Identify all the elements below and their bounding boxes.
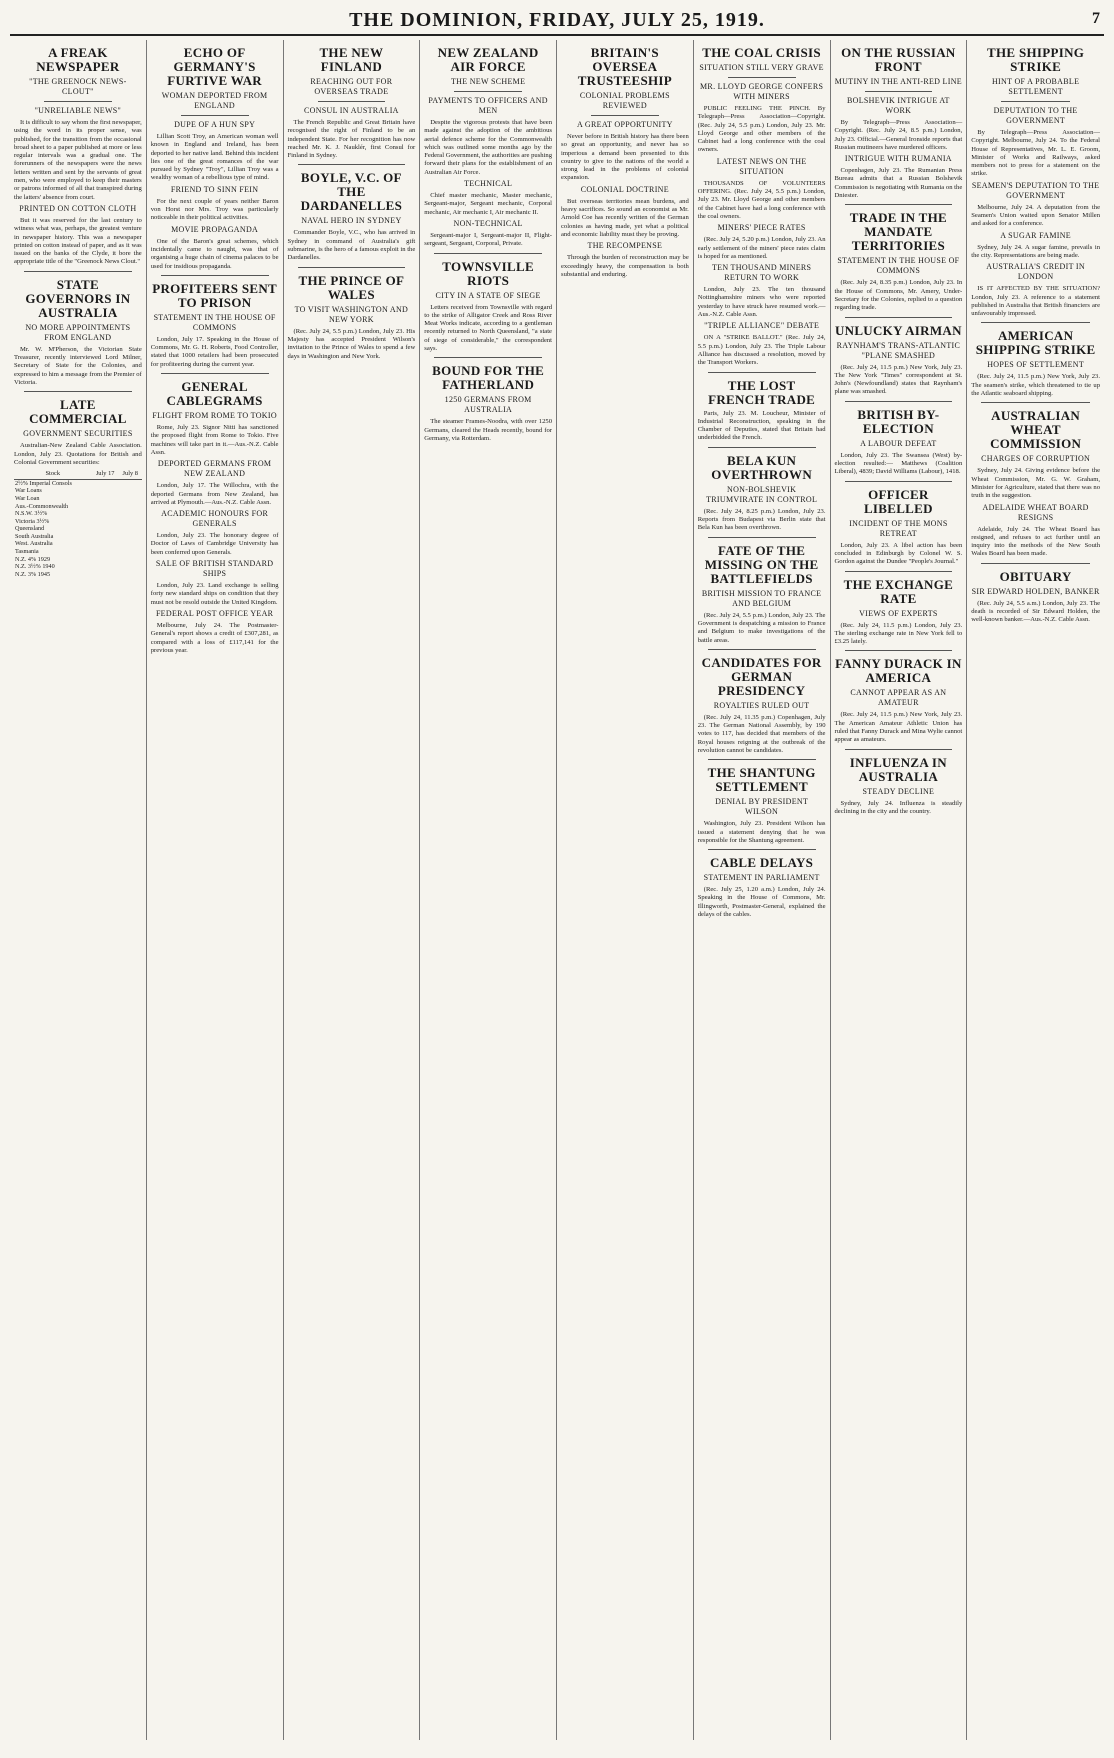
table-row [14,525,142,533]
article [14,204,142,267]
article [698,223,826,261]
article-subhead: HINT OF A PROBABLE SETTLEMENT [991,77,1080,96]
article [698,263,826,319]
table-header-cell: July 17 [92,469,119,479]
article-subhead: AUSTRALIA'S CREDIT IN LONDON [986,262,1085,282]
article [424,46,552,177]
section-rule [845,401,953,402]
table-cell: N.S.W. 3½% [15,510,48,518]
section-rule [161,275,269,276]
article-headline: BRITISH BY-ELECTION [857,406,940,436]
article-headline: CANDIDATES FOR GERMAN PRESIDENCY [701,654,822,698]
article-subhead: DEPORTED GERMANS FROM NEW ZEALAND [157,459,272,479]
article-body: Sydney, July 24. Giving evidence before the Wheat Commission, Mr. G. W. Graham, Minister for Agriculture, stated that there was no truth in the suggestion. [971,467,1100,500]
article-subhead: STATEMENT IN THE HOUSE OF COMMONS [837,256,960,276]
article-headline: NEW ZEALAND AIR FORCE [437,45,539,74]
article-subhead: INCIDENT OF THE MONS RETREAT [849,518,948,538]
article [424,253,552,354]
table-row [14,510,142,518]
article-subhead: NO MORE APPOINTMENTS FROM ENGLAND [25,322,131,342]
article-subhead: TECHNICAL [464,179,513,189]
article [698,849,826,919]
article [561,185,689,239]
article-headline: ON THE RUSSIAN FRONT [841,45,956,74]
section-rule [24,271,132,272]
article-subhead: "TRIPLE ALLIANCE" DEBATE [704,321,820,331]
article-body: (Rec. July 24, 5.5 p.m.) London, July 23. His Majesty has accepted President Wilson's invitation to the Prince of Wales to spend a few days in Washington and New York. [287,327,416,360]
table-cell [119,571,142,579]
article-subhead: MUTINY IN THE ANTI-RED LINE [834,77,962,86]
article-body: Commander Boyle, V.C., who has arrived in Sydney in command of Australia's gift submarine, is the hero of a famous exploit in the Dardanelles. [287,229,416,262]
article-body: It is difficult to say whom the first newspaper, using the word in its proper sense, was published, for the transition from the occasional broad sheet to a paper published at more or less regular intervals was a gradual one. The forerunners of the newspapers were the news letters written and sent by the servants of great men, who were employed to keep their masters or patrons informed of all that transpired during the latters' absence from court. [14,119,142,201]
article-headline: BELA KUN OVERTHROWN [711,452,813,482]
article-body: Chief master mechanic, Master mechanic, Sergeant-major, Sergeant mechanic, Corporal mechanic, Air mechanic I, Air mechanic II. [424,192,552,216]
article-headline: ECHO OF GERMANY'S FURTIVE WAR [167,45,262,88]
article-subhead: THE NEW SCHEME [450,77,526,86]
section-rule [845,481,953,482]
article [151,185,279,223]
newspaper-page [10,6,1104,1744]
table-row [14,548,142,556]
table-cell [92,495,119,503]
article [971,46,1100,179]
article-subhead: THE RECOMPENSE [587,241,663,251]
table-header-row [14,469,142,479]
article [971,181,1100,229]
table-cell [119,510,142,518]
article-subhead-2: MR. LLOYD GEORGE CONFERS WITH MINERS [700,82,824,101]
article-body: London, July 17. Speaking in the House of Commons, Mr. G. H. Roberts, Food Controller, stated that 1000 retailers had been prosecuted for profiteering during the current year. [150,335,279,368]
article-headline: FATE OF THE MISSING ON THE BATTLEFIELDS [704,542,819,586]
securities-table [14,469,142,578]
article-body: London, July 23. The ten thousand Nottinghamshire miners who were reported yesterday to have struck have resumed work.—Aus.-N.Z. Cable Assn. [697,286,826,319]
subhead-rule [591,115,659,116]
article [424,357,552,443]
section-rule [845,571,953,572]
article-body: One of the Baron's great schemes, which incidentally came to naught, was that of organising a huge chain of cinema palaces to be used for insidious propaganda. [150,237,279,270]
article-subhead: "THE GREENOCK NEWS-CLOUT" [29,77,127,96]
article [288,164,416,262]
table-cell [119,548,142,556]
article-body: (Rec. July 24, 8.35 p.m.) London, July 23. In the House of Commons, Mr. Amery, Under-Secretary for the Colonies, replied to a question regarding trade. [834,279,963,312]
article-subhead: NON-TECHNICAL [453,218,523,228]
article-subhead: INTRIGUE WITH RUMANIA [844,154,952,164]
article-subhead: NON-BOLSHEVIK TRIUMVIRATE IN CONTROL [706,484,818,504]
article-body: Washington, July 23. President Wilson has issued a statement denying that he was responsible for the Shantung agreement. [697,820,826,844]
article-headline: GENERAL CABLEGRAMS [166,379,263,409]
article-body: London, July 23. Land exchange is selling forty new standard ships on condition that they must not be resold outside the United Kingdom. [150,582,279,606]
article-body: Sergeant-major I, Sergeant-major II, Flight-sergeant, Sergeant, Corporal, Private. [424,231,552,248]
article-subhead-2: CONSUL IN AUSTRALIA [304,106,399,115]
article-body: Melbourne, July 24. The Postmaster-General's report shows a credit of £307,281, as compared with a loss of £117,141 for the previous year. [150,621,279,654]
article-subhead: TO VISIT WASHINGTON AND NEW YORK [294,304,409,324]
article-subhead-2: PAYMENTS TO OFFICERS AND MEN [428,96,548,115]
table-cell [92,556,119,564]
article [151,459,279,507]
article [14,391,142,467]
section-rule [708,537,816,538]
article-subhead: STATEMENT IN THE HOUSE OF COMMONS [153,312,276,332]
article-body: Despite the vigorous protests that have been made against the adoption of the ambitious aerial defence scheme for the Commonwealth which was outlined some months ago by the Federal Government, the authorities are pushing forward their plans for the establishment of an Australian Air Force. [424,119,552,176]
article [424,179,552,217]
article-headline: FANNY DURACK IN AMERICA [835,656,962,686]
table-header-cell: July 8 [119,469,142,479]
article [835,481,963,567]
column-3 [284,40,421,1740]
column-2 [147,40,284,1740]
article-headline: OFFICER LIBELLED [863,486,933,516]
article-body: Australian-New Zealand Cable Association. London, July 23. Quotations for British and Colonial Government securities: [14,442,142,466]
article [698,649,826,755]
article-body: London, July 23. The Swansea (West) by-election resulted:— Matthews (Coalition Liberal), 4839; David Williams (Labour), 1418. [834,451,963,476]
table-cell: War Loan [15,494,40,502]
section-rule [845,650,953,651]
table-row [14,495,142,503]
article-body: (Rec. July 24, 5.20 p.m.) London, July 23. An early settlement of the miners' piece rates claim is hoped for as mentioned. [697,236,826,260]
table-cell [92,533,119,541]
article [698,372,826,443]
article [561,241,689,279]
article-subhead: REACHING OUT FOR OVERSEAS TRADE [310,77,393,96]
section-rule [981,322,1090,323]
table-cell [92,525,119,533]
article-headline: THE LOST FRENCH TRADE [708,377,816,407]
section-rule [708,759,816,760]
article-headline: THE SHIPPING STRIKE [987,45,1085,74]
article-headline: UNLUCKY AIRMAN [834,322,962,338]
table-cell [119,503,142,511]
article-body: (Rec. July 24, 5.5 a.m.) London, July 23. The death is recorded of Sir Edward Holden, the well-known banker.—Aus.-N.Z. Cable Assn. [971,599,1100,624]
article-body: Sydney, July 24. Influenza is steadily declining in the city and the country. [834,799,963,815]
article-body: (Rec. July 24, 11.5 p.m.) New York, July 23. The American Amateur Athletic Union has ruled that Fanny Durack and Mina Wylie cannot appear as amateurs. [834,711,963,744]
table-row [14,571,142,579]
article-body: The French Republic and Great Britain have recognised the right of Finland to be an independent State. For her recognition has now reached Mr. K. J. Nauklér, first Consul for Finland in Sydney. [287,119,416,160]
article-body: (Rec. July 24, 11.35 p.m.) Copenhagen, July 23. The German National Assembly, by 190 votes to 117, has decided that members of the Royal houses reigning at the outbreak of the revolution cannot be candidates. [697,713,826,754]
article [14,271,142,387]
table-cell: Queensland [15,525,45,533]
table-cell [119,495,142,503]
table-row [14,503,142,511]
article-body: But it was reserved for the last century to witness what was, perhaps, the greatest venture in newspaper history. This was a newspaper printed on cotton instead of paper, and as it was issued on the banks of the Clyde, it bore the appropriate title of the "Greenock News Clout." [14,216,142,266]
article [151,275,279,369]
subhead-rule [1001,101,1070,102]
article-body: Rome, July 23. Signor Nitti has sanctioned the proposed flight from Rome to Tokio. Five machines will take part in it.—Aus.-N.Z. Cable Assn. [150,424,279,456]
table-cell: Tasmania [15,548,39,556]
article-headline: THE EXCHANGE RATE [843,576,954,606]
section-rule [708,372,816,373]
article-subhead-2: A GREAT OPPORTUNITY [577,120,673,129]
table-cell [92,487,119,495]
article-subhead-2: DEPUTATION TO THE GOVERNMENT [993,106,1078,125]
article-subhead: VIEWS OF EXPERTS [859,608,938,618]
table-cell: N.Z. 3% 1945 [15,570,51,578]
table-row [14,556,142,564]
article [288,46,416,160]
section-rule [708,849,816,850]
article [288,267,416,361]
article-subhead: SIR EDWARD HOLDEN, BANKER [971,586,1100,596]
table-cell: West. Australia [15,540,53,548]
article-subhead: FRIEND TO SINN FEIN [170,184,259,194]
section-rule [298,267,406,268]
article-subhead: MOVIE PROPAGANDA [171,224,259,234]
article-headline: INFLUENZA IN AUSTRALIA [849,754,947,784]
page-number: 7 [1092,10,1100,27]
article [835,317,963,397]
article [835,46,963,152]
table-row [14,533,142,541]
article [14,46,142,202]
article-subhead: A SUGAR FAMINE [1000,230,1071,240]
article-headline: BOUND FOR THE FATHERLAND [432,363,545,393]
section-rule [981,563,1090,564]
article-subhead: CANNOT APPEAR AS AN AMATEUR [850,688,947,708]
article-subhead: SITUATION STILL VERY GRAVE [699,63,824,72]
article [151,373,279,457]
article-subhead: 1250 GERMANS FROM AUSTRALIA [444,395,532,415]
article-body: For the next couple of years neither Baron von Horst nor Mrs. Troy was particularly noticeable in their political activities. [150,197,279,222]
table-cell: 2½% Imperial Consols [15,479,72,487]
article-subhead: CHARGES OF CORRUPTION [981,454,1091,464]
section-rule [161,373,269,374]
article-subhead: MINERS' PIECE RATES [717,223,806,233]
section-rule [708,649,816,650]
article-body: But overseas territories mean burdens, and heavy sacrifices. So sound an economist as Mr. Arnold Coe has recently written of the German colonies as having made, yet what a political and economic liability must they be proving. [561,197,689,238]
article-headline: STATE GOVERNORS IN AUSTRALIA [25,276,131,320]
article-headline: AMERICAN SHIPPING STRIKE [975,328,1096,358]
subhead-rule [318,101,386,102]
table-cell [92,510,119,518]
table-cell: Aus.-Commonwealth [15,502,69,510]
article-body: PUBLIC FEELING THE PINCH. By Telegraph—Press Association—Copyright. (Rec. July 24, 5.5 p.m.) London, July 23. Mr. Lloyd George and other members of the Cabinet had a long conference with the coal owners. [697,105,826,154]
article [698,447,826,533]
article-body: Adelaide, July 24. The Wheat Board has resigned, and refuses to act further until an inquiry into the methods of the New South Wales Board has been made. [971,525,1100,558]
column-8 [967,40,1104,1740]
article-body: (Rec. July 24, 11.5 p.m.) New York, July 23. The New York "Times" correspondent at St. John's (Newfoundland) states that Raynham's plane was smashed. [834,363,963,396]
table-cell [119,533,142,541]
article-subhead: FLIGHT FROM ROME TO TOKIO [152,411,277,421]
article-body: Sydney, July 24. A sugar famine, prevails in the city. Representations are being made. [971,243,1100,259]
column-1 [10,40,147,1740]
article-headline: THE SHANTUNG SETTLEMENT [707,765,816,795]
table-cell: South Australia [15,532,54,540]
section-rule [845,317,953,318]
section-rule [24,391,132,392]
article [698,321,826,367]
table-header-cell: Stock [14,469,92,479]
article [151,509,279,557]
article-subhead: COLONIAL DOCTRINE [580,184,669,194]
article-subhead: STEADY DECLINE [862,786,935,796]
section-rule [434,357,542,358]
article [561,46,689,183]
article [424,219,552,249]
article-headline: THE COAL CRISIS [702,45,821,60]
article-body: Lillian Scott Troy, an American woman well known in England and Ireland, has been deported to her native land. Behind this incident lies one of the great romances of the war pursued by Sydney "Troy", Lillian Troy was a wealthy woman of a rebellious type of mind. [150,133,279,182]
article [971,503,1100,559]
article-body: (Rec. July 24, 11.5 p.m.) London, July 23. The sterling exchange rate in New York fell to £3.25 lately. [834,621,963,646]
article-headline: TOWNSVILLE RIOTS [442,258,534,288]
table-cell [119,563,142,571]
article-body: (Rec. July 24, 8.25 p.m.) London, July 23. Reports from Budapest via Berlin state that Bela Kun has been overthrown. [697,507,826,532]
table-cell: Victoria 3½% [15,517,50,525]
masthead [10,6,1104,36]
table-cell [92,518,119,526]
article-body: (Rec. July 25, 1.20 a.m.) London, July 24. Speaking in the House of Commons, Mr. Illingworth, Postmaster-General, explained the delays of the cables. [697,886,826,919]
article-body: Mr. W. M'Pherson, the Victorian State Treasurer, recently interviewed Lord Milner, Secretary of State for the Colonies, and expressed to him a message from the Premier of Victoria. [14,345,142,386]
article [971,262,1100,318]
article [971,563,1100,625]
article-subhead: NAVAL HERO IN SYDNEY [301,216,402,226]
article [698,759,826,845]
table-row [14,540,142,548]
table-cell [119,487,142,495]
article-subhead: A LABOUR DEFEAT [860,438,937,448]
table-cell [92,548,119,556]
article-headline: BOYLE, V.C. OF THE DARDANELLES [300,170,403,214]
article [151,609,279,655]
article-subhead: TEN THOUSAND MINERS RETURN TO WORK [711,263,812,283]
article-body: London, July 17. The Willochra, with the deported Germans from New Zealand, has arrived at Plymouth.—Aus.-N.Z. Cable Assn. [150,482,279,506]
article-subhead: SEAMEN'S DEPUTATION TO THE GOVERNMENT [971,180,1100,200]
table-cell [119,525,142,533]
article [835,204,963,312]
article-body: Copenhagen, July 23. The Rumanian Press Bureau admits that a Russian Bolshevik Commission is negotiating with Rumania on the Dniester. [834,167,963,200]
article-body: By Telegraph—Press Association—Copyright. Melbourne, July 24. To the Federal House of Representatives, Mr. L. E. Groom, Minister of Works and Railways, asked members not to press for a statement on the strike. [971,129,1100,178]
article-headline: THE PRINCE OF WALES [298,272,405,302]
article-body: (Rec. July 24, 5.5 p.m.) London, July 23. The Government is despatching a mission to France and Belgium to make investigations of the battle areas. [697,611,826,644]
article-subhead: ACADEMIC HONOURS FOR GENERALS [161,509,269,529]
table-cell [119,518,142,526]
article-subhead: PRINTED ON COTTON CLOTH [19,203,137,213]
article-headline: TRADE IN THE MANDATE TERRITORIES [849,210,948,254]
article-subhead-2: BOLSHEVIK INTRIGUE AT WORK [847,96,950,115]
article-body: IS IT AFFECTED BY THE SITUATION? London, July 23. A reference to a statement published in Australia that British financiers are unfavourably impressed. [971,285,1100,318]
table-row [14,479,142,487]
article-subhead: BRITISH MISSION TO FRANCE AND BELGIUM [701,588,822,608]
article-subhead: DENIAL BY PRESIDENT WILSON [715,797,809,817]
article [698,537,826,645]
article-headline: AUSTRALIAN WHEAT COMMISSION [990,408,1082,452]
table-row [14,487,142,495]
column-7 [831,40,968,1740]
article-subhead-2: "UNRELIABLE NEWS" [34,106,122,115]
article [971,402,1100,500]
table-cell [92,540,119,548]
column-4 [420,40,557,1740]
article-body: London, July 23. The honorary degree of Doctor of Laws of Cambridge University has been conferred upon Generals. [150,532,279,556]
masthead-title: THE DOMINION, FRIDAY, JULY 25, 1919. [349,8,765,31]
article [971,231,1100,261]
article [835,154,963,200]
article [835,650,963,744]
table-cell: N.Z. 3½% 1940 [15,563,55,571]
article-body: Melbourne, July 24. A deputation from the Seamen's Union waited upon Senator Millen and asked for a conference. [971,203,1100,228]
subhead-rule [454,91,522,92]
article-subhead-2: DUPE OF A HUN SPY [174,120,256,129]
article-subhead: COLONIAL PROBLEMS REVIEWED [579,91,670,110]
table-cell [119,556,142,564]
article-body: The steamer Frames-Noodra, with over 1250 Germans, cleared the Heads recently, bound for Germany, via Rotterdam. [424,418,552,442]
section-rule [298,164,406,165]
section-rule [981,402,1090,403]
column-6 [694,40,831,1740]
article [151,46,279,183]
subhead-rule [181,115,249,116]
article-body: Through the burden of reconstruction may be exceedingly heavy, the compensation is both substantial and enduring. [561,254,689,278]
article-subhead: ROYALTIES RULED OUT [713,700,810,710]
article-body: Letters received from Townsville with regard to the strike of Alligator Creek and Ross River Meat Works indicate, according to a gentleman recently returned to North Queensland, "a state of siege of considerable," the correspondent says. [424,303,552,353]
article-subhead: ADELAIDE WHEAT BOARD RESIGNS [982,502,1089,522]
article [835,401,963,477]
article-headline: THE NEW FINLAND [319,45,384,74]
article [835,571,963,647]
article-body: THOUSANDS OF VOLUNTEERS OFFERING. (Rec. July 24, 5.5 p.m.) London, July 23. Mr. Lloyd George and other members of the Cabinet have had a long conference with the coal owners. [697,179,826,220]
table-cell [92,479,119,487]
subhead-rule [865,91,933,92]
article-headline: LATE COMMERCIAL [29,397,127,427]
article-body: London, July 23. A libel action has been concluded in Edinburgh by Colonel W. S. Gordon against the Dundee "People's Journal." [834,541,963,566]
table-cell [92,503,119,511]
section-rule [434,253,542,254]
article-headline: A FREAK NEWSPAPER [36,45,120,74]
column-5 [557,40,694,1740]
article [835,749,963,817]
subhead-rule [728,77,796,78]
table-cell [119,479,142,487]
article-body: (Rec. July 24, 11.5 p.m.) New York, July 23. The seamen's strike, which threatened to tie up the Atlantic seaboard shipping. [971,373,1100,398]
table-row [14,518,142,526]
article-body: By Telegraph—Press Association—Copyright. (Rec. July 24, 8.5 p.m.) London, July 23. Official.—General Ironside reports that Russian mutineers have murdered officers. [834,119,963,151]
article-subhead: HOPES OF SETTLEMENT [987,360,1085,370]
article-subhead: STATEMENT IN PARLIAMENT [703,873,820,883]
article-subhead: CITY IN A STATE OF SIEGE [435,290,541,300]
columns [10,40,1104,1740]
article-body: Paris, July 23. M. Loucheur, Minister of Industrial Reconstruction, speaking in the Chamber of Deputies, stated that Britain had underbidded the French. [697,409,826,442]
article-body: ON A "STRIKE BALLOT." (Rec. July 24, 5.5 p.m.) London, July 23. The Triple Labour Alliance has discussed a resolution, moved by the Transport Workers. [697,334,826,367]
article-headline: OBITUARY [999,568,1072,584]
article-subhead: SALE OF BRITISH STANDARD SHIPS [155,559,274,579]
article-headline: PROFITEERS SENT TO PRISON [152,280,278,310]
subhead-rule [44,101,112,102]
article-subhead: RAYNHAM'S TRANS-ATLANTIC "PLANE SMASHED [836,340,961,360]
table-cell [92,563,119,571]
article-subhead: FEDERAL POST OFFICE YEAR [155,608,274,618]
article-headline: CABLE DELAYS [710,855,814,871]
article [151,559,279,607]
article [971,322,1100,398]
section-rule [845,204,953,205]
table-cell [119,540,142,548]
article [698,46,826,155]
article-body: Never before in British history has there been so great an opportunity, and never has so imperious a demand been presented to this country to give to the nations of the world a strong lead in the problems of colonial expansion. [561,133,689,182]
article [698,157,826,221]
table-cell [92,571,119,579]
article-subhead: WOMAN DEPORTED FROM ENGLAND [161,91,268,110]
article-subhead: LATEST NEWS ON THE SITUATION [716,156,807,176]
table-cell: N.Z. 4% 1929 [15,555,51,563]
section-rule [845,749,953,750]
article [151,225,279,271]
article-subhead: GOVERNMENT SECURITIES [23,429,133,439]
section-rule [708,447,816,448]
table-cell: War Loans [15,487,42,495]
article-headline: BRITAIN'S OVERSEA TRUSTEESHIP [577,45,673,88]
table-row [14,563,142,571]
